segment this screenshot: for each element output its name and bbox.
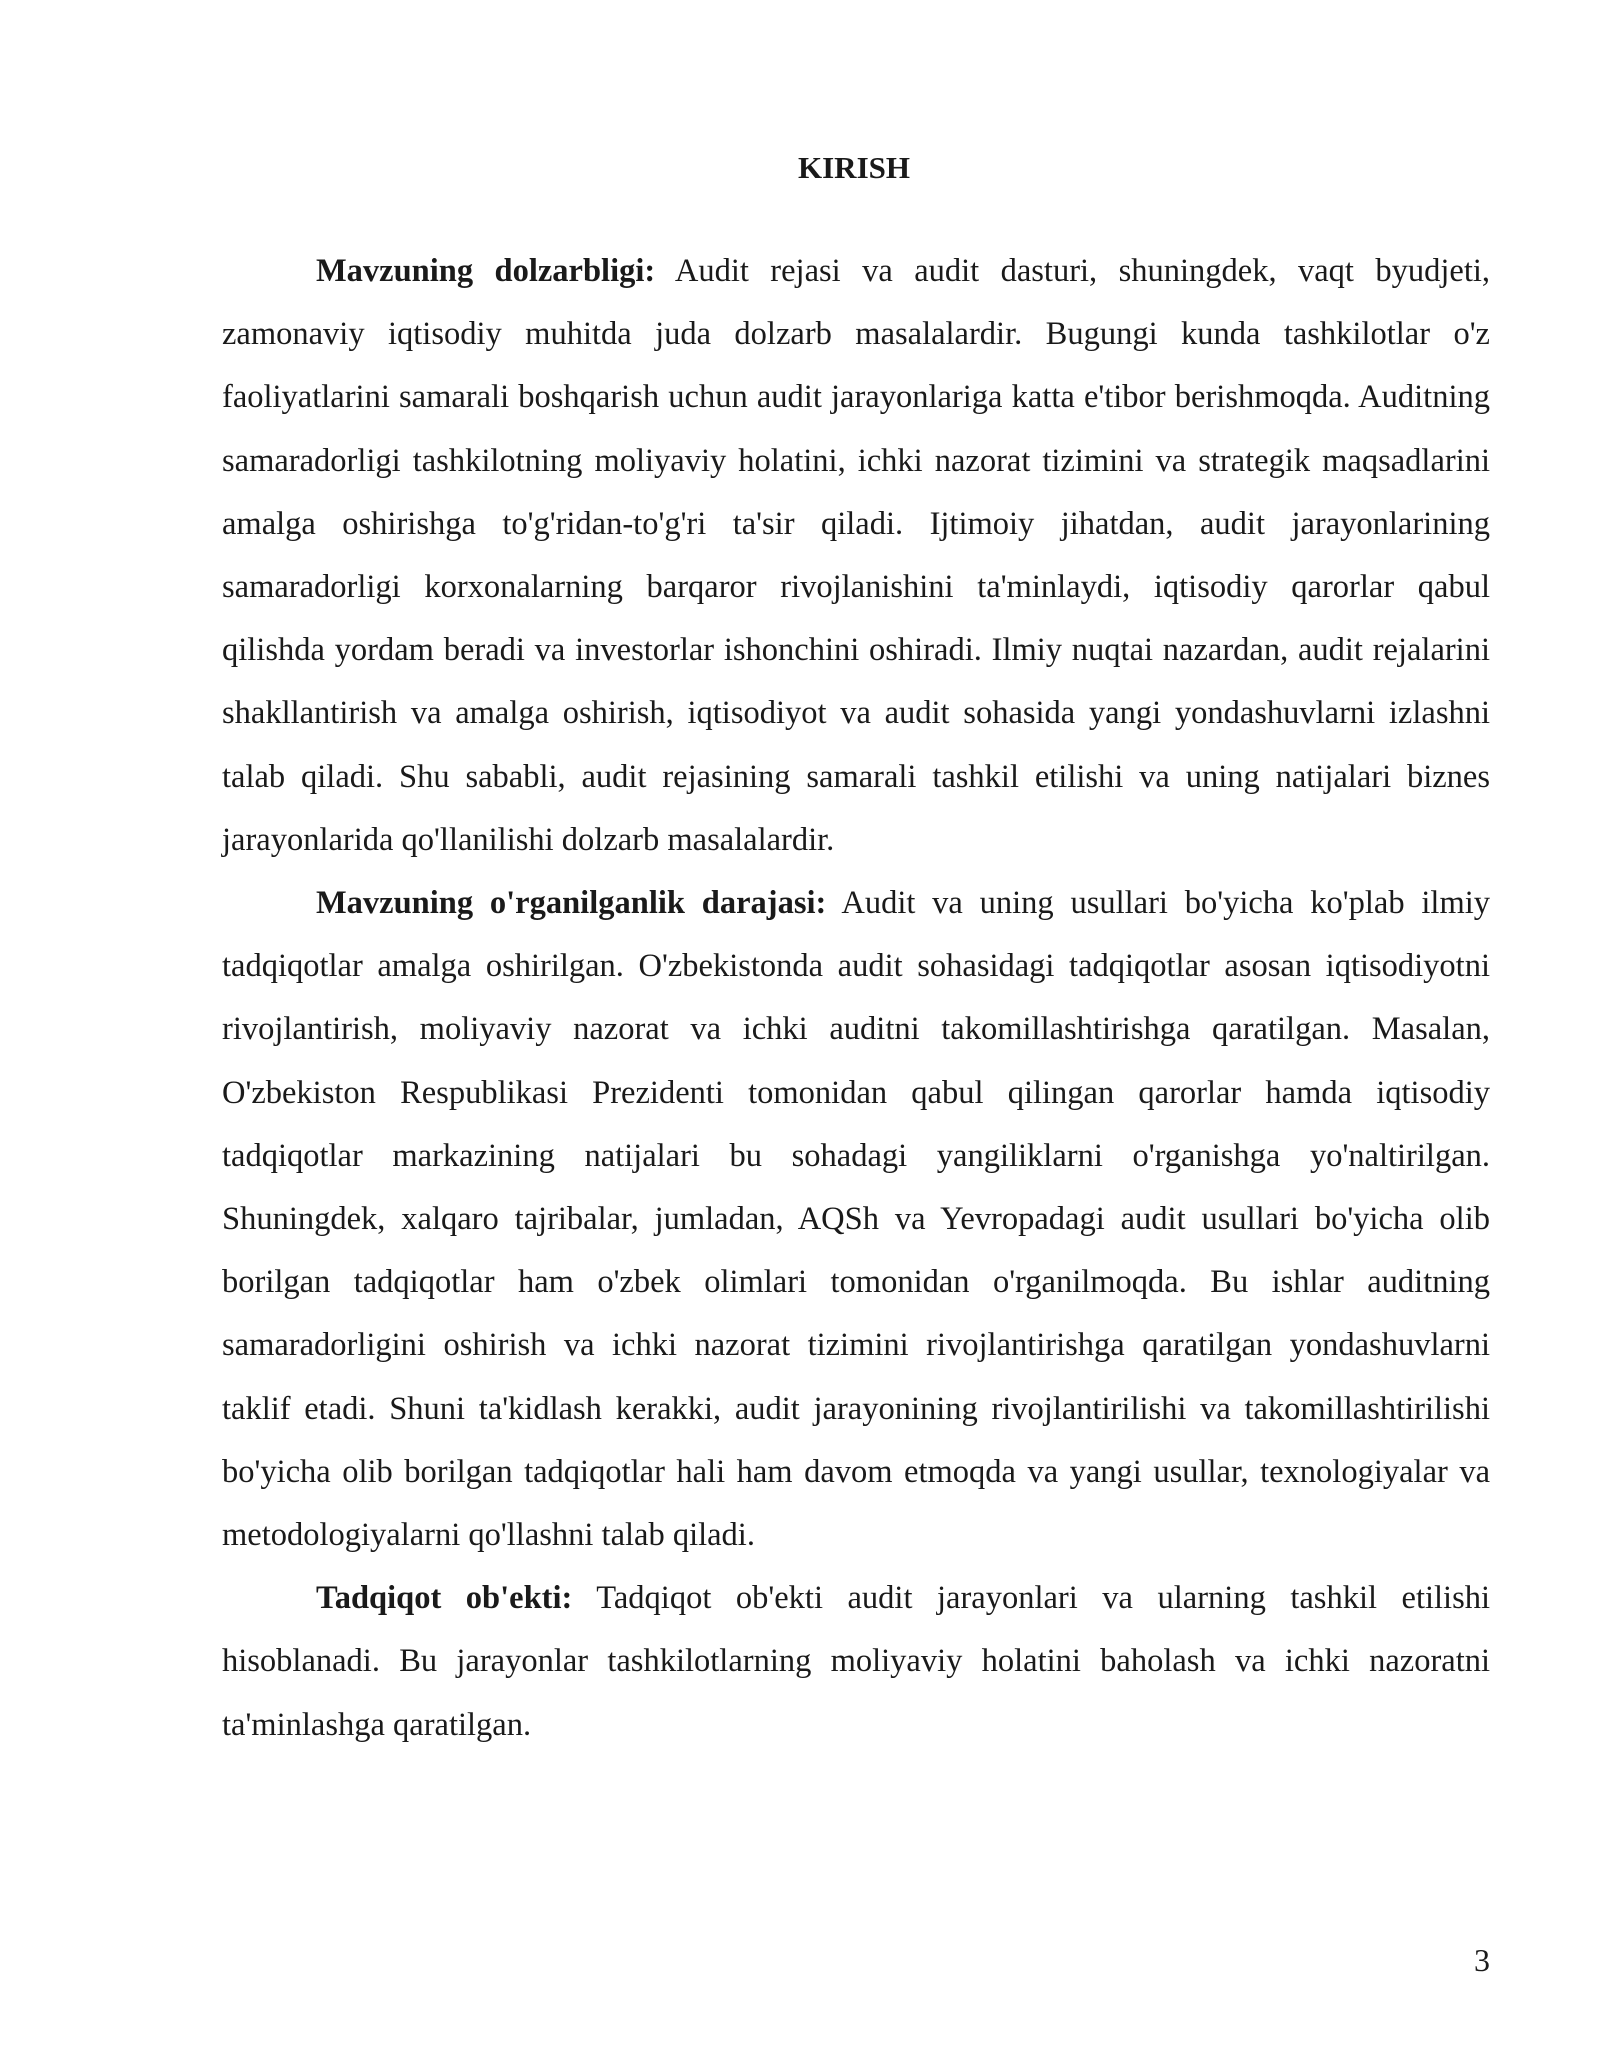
paragraph-topic-relevance xyxy=(222,240,1490,872)
paragraph-lead: Mavzuning o'rganilganlik darajasi: xyxy=(316,885,827,922)
paragraph-text: Audit va uning usullari bo'yicha ko'plab ilmiy tadqiqotlar amalga oshirilgan. O'zbekistonda audit sohasidagi tadqiqotlar asosan iqtisodiyotni rivojlantirish, moliyaviy nazorat va ichki auditni takomillashtirishga qaratilgan. Masalan, O'zbekiston Respublikasi Prezidenti tomonidan qabul qilingan qarorlar hamda iqtisodiy tadqiqotlar markazining natijalari bu sohadagi yangiliklarni o'rganishga yo'naltirilgan. Shuningdek, xalqaro tajribalar, jumladan, AQSh va Yevropadagi audit usullari bo'yicha olib borilgan tadqiqotlar ham o'zbek olimlari tomonidan o'rganilmoqda. Bu ishlar auditning samaradorligini oshirish va ichki nazorat tizimini rivojlantirishga qaratilgan yondashuvlarni taklif etadi. Shuni ta'kidlash kerakki, audit jarayonining rivojlantirilishi va takomillashtirilishi bo'yicha olib borilgan tadqiqotlar hali ham davom etmoqda va yangi usullar, texnologiyalar va metodologiyalarni qo'llashni talab qiladi. xyxy=(222,885,1490,1554)
paragraph-lead: Tadqiqot ob'ekti: xyxy=(316,1580,573,1617)
page-number: 3 xyxy=(1474,1942,1490,1978)
paragraph-research-object xyxy=(222,1567,1490,1757)
page-title: KIRISH xyxy=(798,150,910,185)
paragraph-lead: Mavzuning dolzarbligi: xyxy=(316,253,656,289)
paragraph-study-level xyxy=(222,872,1490,1567)
paragraph-text: Audit rejasi va audit dasturi, shuningdek, vaqt byudjeti, zamonaviy iqtisodiy muhitda juda dolzarb masalalardir. Bugungi kunda tashkilotlar o'z faoliyatlarini samarali boshqarish uchun audit jarayonlariga katta e'tibor berishmoqda. Auditning samaradorligi tashkilotning moliyaviy holatini, ichki nazorat tizimini va strategik maqsadlarini amalga oshirishga to'g'ridan-to'g'ri ta'sir qiladi. Ijtimoiy jihatdan, audit jarayonlarining samaradorligi korxonalarning barqaror rivojlanishini ta'minlaydi, iqtisodiy qarorlar qabul qilishda yordam beradi va investorlar ishonchini oshiradi. Ilmiy nuqtai nazardan, audit rejalarini shakllantirish va amalga oshirish, iqtisodiyot va audit sohasida yangi yondashuvlarni izlashni talab qiladi. Shu sababli, audit rejasining samarali tashkil etilishi va uning natijalari biznes jarayonlarida qo'llanilishi dolzarb masalalardir. xyxy=(222,253,1491,858)
paragraph-text: Tadqiqot ob'ekti audit jarayonlari va ularning tashkil etilishi hisoblanadi. Bu jarayonlar tashkilotlarning moliyaviy holatini baholash va ichki nazoratni ta'minlashga qaratilgan. xyxy=(222,1580,1491,1743)
document-body xyxy=(222,240,1490,1757)
